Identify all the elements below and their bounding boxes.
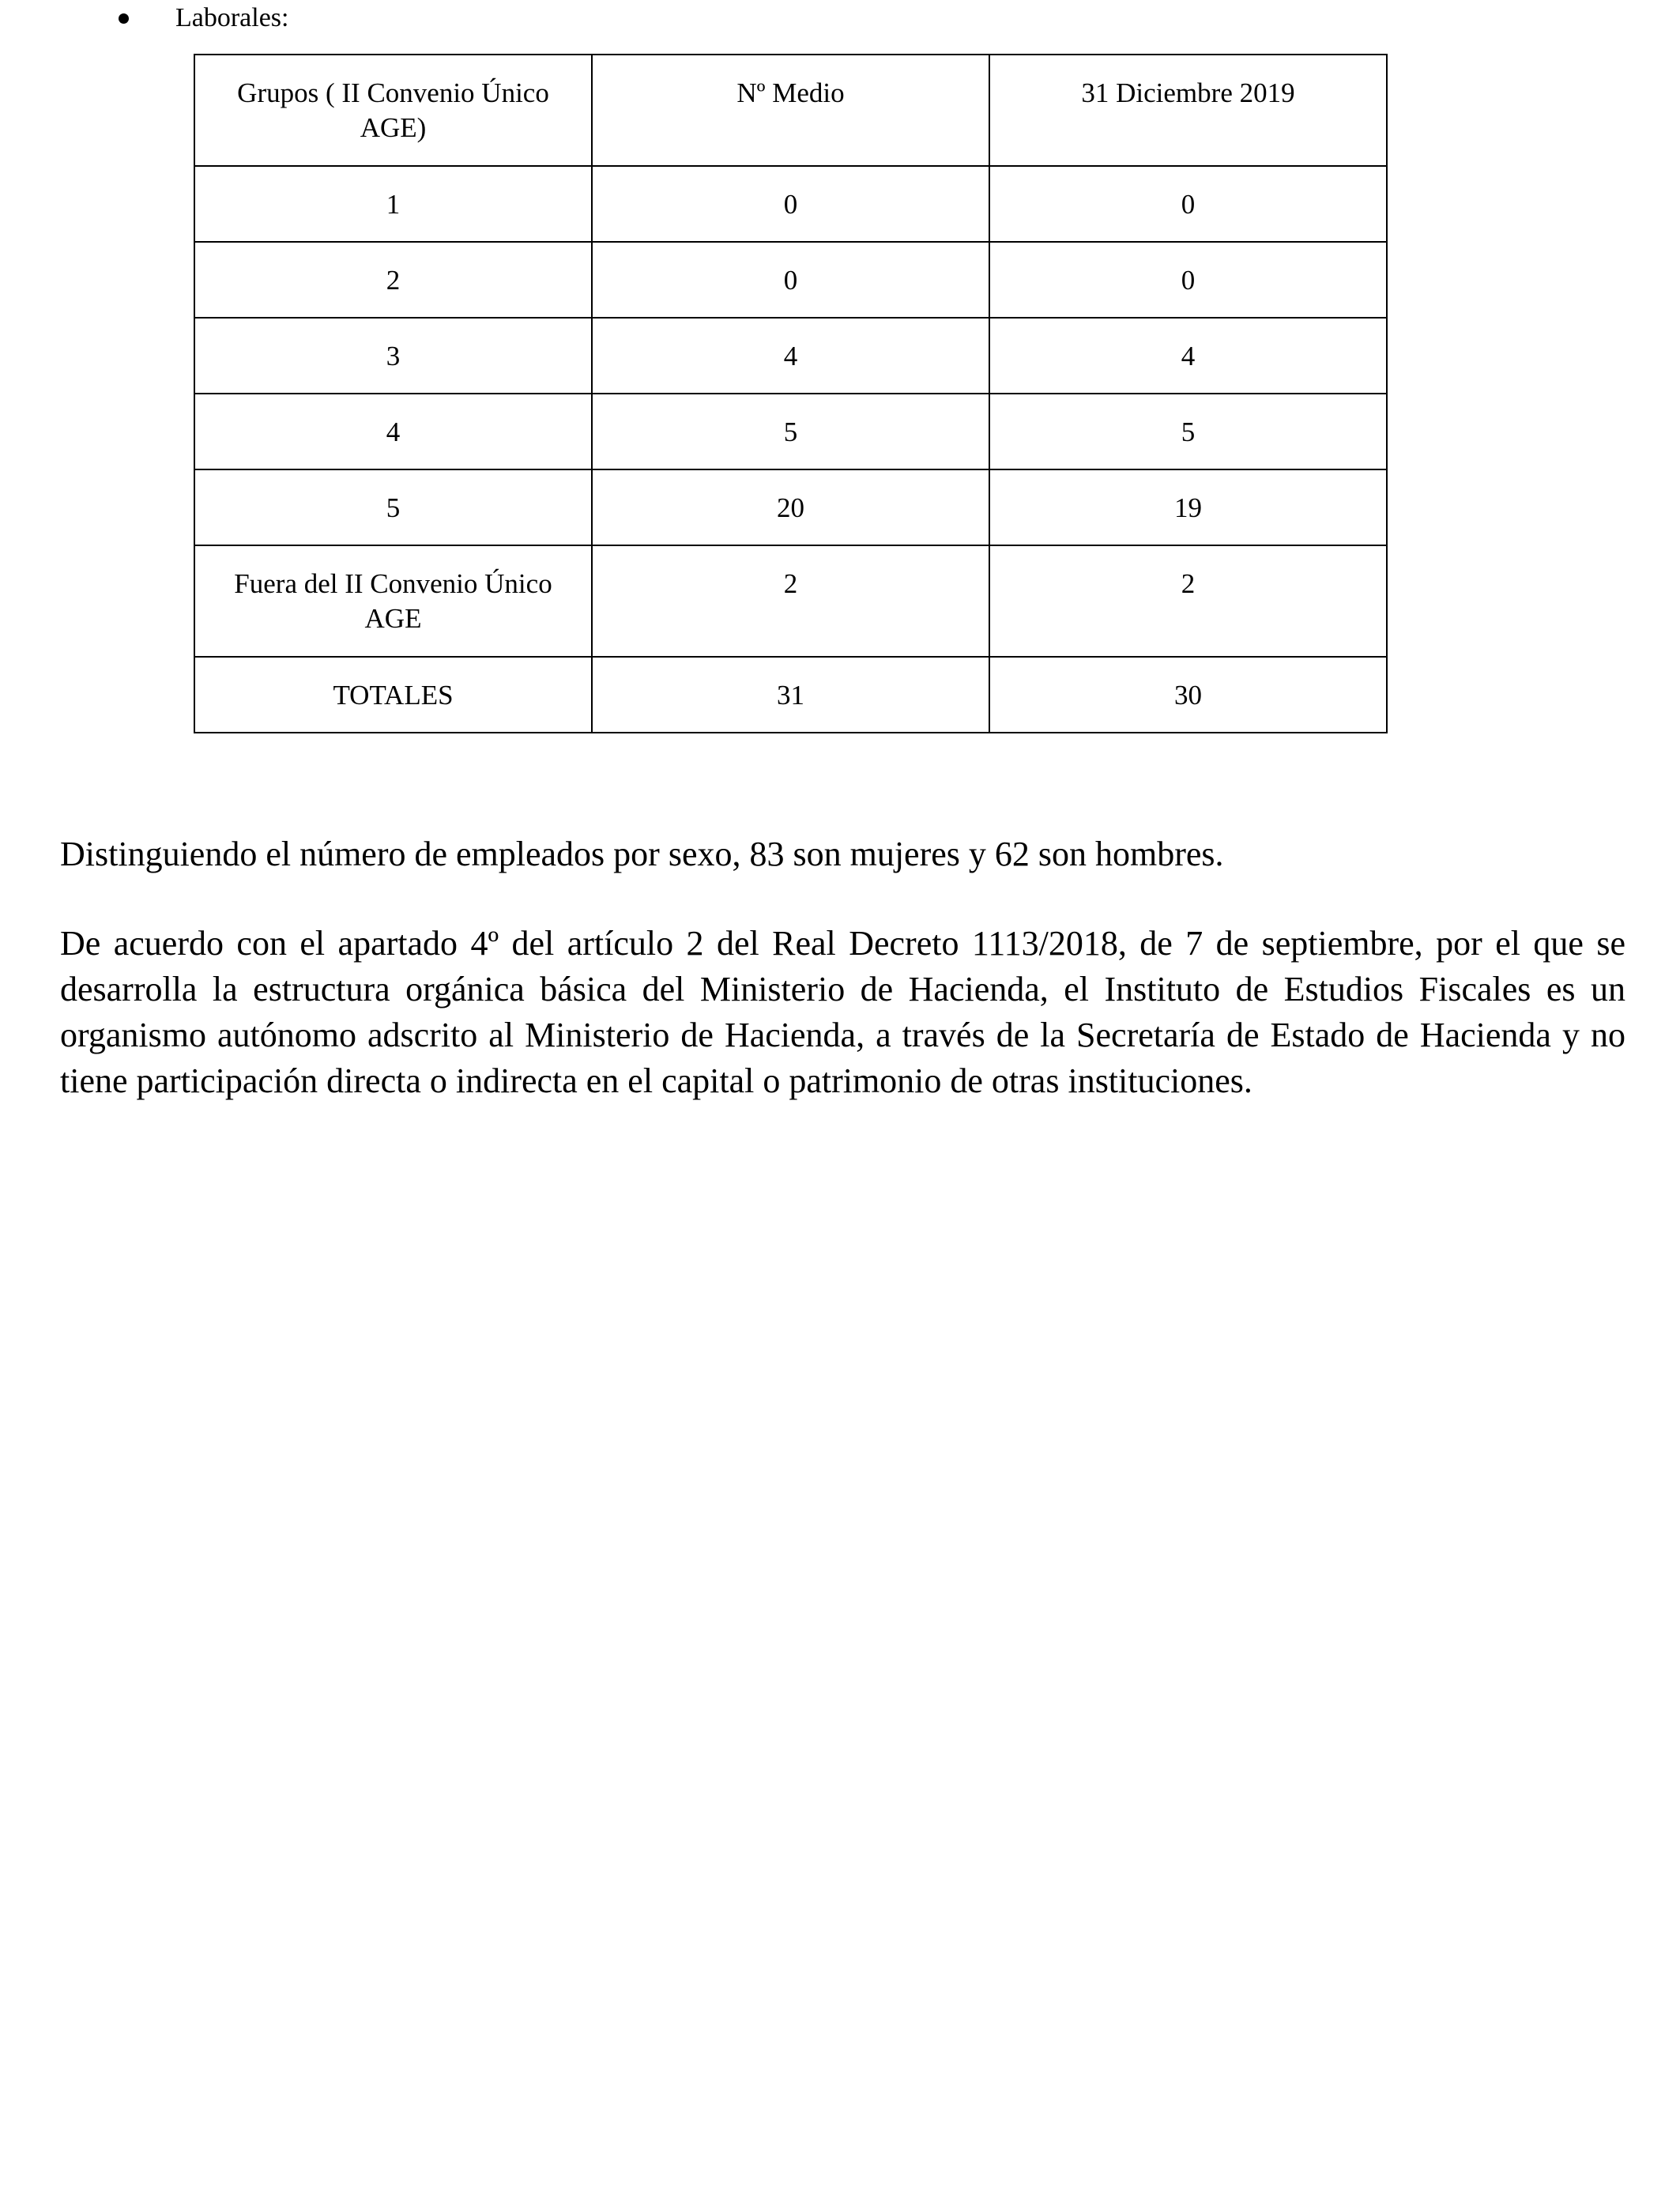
table-cell: 5 — [592, 394, 989, 469]
table-cell: 3 — [194, 318, 592, 394]
paragraph-legal-status: De acuerdo con el apartado 4º del artículo 2 del Real Decreto 1113/2018, de 7 de septiembre, por el que se desarrolla la estructura orgánica básica del Ministerio de Hacienda, el Instituto de Estudios Fiscales es un organismo autónomo adscrito al Ministerio de Hacienda, a través de la Secretaría de Estado de Hacienda y no tiene participación directa o indirecta en el capital o patrimonio de otras instituciones. — [60, 924, 1625, 1100]
table-cell: 4 — [989, 318, 1387, 394]
header-cell: Nº Medio — [592, 55, 989, 166]
table-row — [194, 394, 1387, 469]
table-row — [194, 166, 1387, 242]
table-cell: 30 — [989, 657, 1387, 733]
paragraph-employees-by-sex: Distinguiendo el número de empleados por sexo, 83 son mujeres y 62 son hombres. — [60, 835, 1224, 873]
table-cell: TOTALES — [194, 657, 592, 733]
table-cell: 2 — [194, 242, 592, 318]
header-cell: 31 Diciembre 2019 — [989, 55, 1387, 166]
table-totals-row — [194, 657, 1387, 733]
bullet-icon — [119, 13, 129, 24]
table-row — [194, 242, 1387, 318]
table-cell: 4 — [194, 394, 592, 469]
header-cell: Grupos ( II Convenio Único AGE) — [194, 55, 592, 166]
bullet-item-laborales — [119, 0, 289, 36]
table-cell: 0 — [592, 166, 989, 242]
table-cell: 31 — [592, 657, 989, 733]
staff-groups-table — [194, 54, 1388, 733]
bullet-label: Laborales: — [175, 3, 289, 32]
table-cell: Fuera del II Convenio Único AGE — [194, 545, 592, 657]
table-cell: 1 — [194, 166, 592, 242]
table-cell: 2 — [989, 545, 1387, 657]
table-cell: 5 — [194, 469, 592, 545]
table-row — [194, 469, 1387, 545]
table-cell: 19 — [989, 469, 1387, 545]
table-row — [194, 545, 1387, 657]
table-cell: 5 — [989, 394, 1387, 469]
table-cell: 4 — [592, 318, 989, 394]
table-cell: 0 — [989, 166, 1387, 242]
table-cell: 0 — [989, 242, 1387, 318]
table-cell: 2 — [592, 545, 989, 657]
table-cell: 20 — [592, 469, 989, 545]
table-header-row — [194, 55, 1387, 166]
table-cell: 0 — [592, 242, 989, 318]
table-row — [194, 318, 1387, 394]
